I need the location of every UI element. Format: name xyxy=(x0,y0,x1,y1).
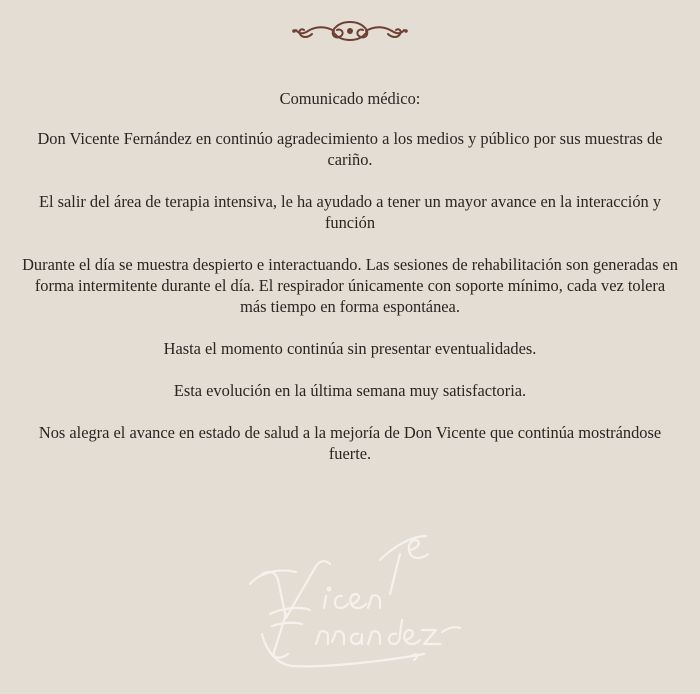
statement-paragraph: El salir del área de terapia intensiva, le ha ayudado a tener un mayor avance en la interacción y función xyxy=(38,192,662,232)
medical-statement xyxy=(20,88,680,464)
statement-paragraph: Hasta el momento continúa sin presentar eventualidades. xyxy=(163,339,537,358)
statement-title: Comunicado médico: xyxy=(279,89,421,108)
statement-paragraph: Durante el día se muestra despierto e interactuando. Las sesiones de rehabilitación son generadas en forma intermitente durante el día. El respirador únicamente con soporte mínimo, cada vez tolera más tiempo en forma espontánea. xyxy=(22,255,678,316)
statement-paragraph: Don Vicente Fernández en continúo agradecimiento a los medios y público por sus muestras de cariño. xyxy=(37,129,663,169)
flourish-ornament-icon xyxy=(288,14,412,48)
statement-paragraph: Nos alegra el avance en estado de salud a la mejoría de Don Vicente que continúa mostrándose fuerte. xyxy=(38,423,662,463)
signature-logo-icon xyxy=(240,514,470,679)
statement-paragraph: Esta evolución en la última semana muy satisfactoria. xyxy=(173,381,527,400)
